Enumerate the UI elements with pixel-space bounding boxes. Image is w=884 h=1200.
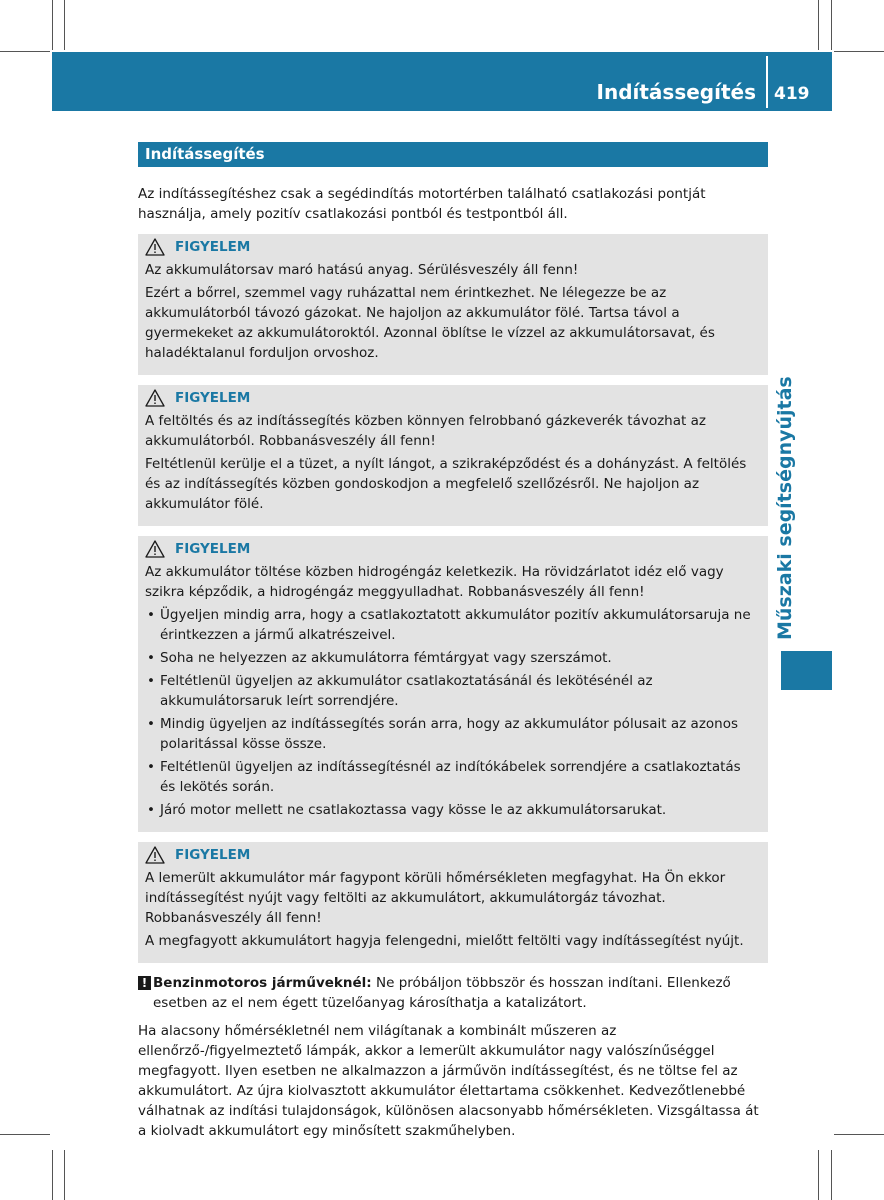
list-item: • Soha ne helyezzen az akkumulátorra fémtárgyat vagy szerszámot.	[145, 648, 760, 668]
warning-text: Feltétlenül kerülje el a tüzet, a nyílt lángot, a szikraképződést és a dohányzást. A feltölés és az indítássegítés közben gondoskodjon a megfelelő szellőzésről. Ne hajoljon az akkumulátor fölé.	[145, 456, 747, 512]
warning-header	[145, 237, 760, 257]
crop-mark	[0, 1134, 50, 1135]
crop-mark	[818, 0, 819, 50]
warning-title: FIGYELEM	[175, 847, 251, 863]
list-item: • Feltétlenül ügyeljen az akkumulátor csatlakoztatásánál és lekötésénél az akkumulátorsaruk leírt sorrendjére.	[145, 671, 760, 711]
environment-notice	[138, 973, 768, 1013]
chapter-tab-marker	[781, 651, 832, 690]
crop-mark	[818, 1150, 819, 1200]
warning-box	[138, 842, 768, 963]
running-header-title: Indítássegítés	[596, 80, 756, 104]
warning-title: FIGYELEM	[175, 541, 251, 557]
crop-mark	[0, 51, 50, 52]
warning-text: Az akkumulátorsav maró hatású anyag. Sérülésveszély áll fenn!	[145, 262, 579, 278]
warning-triangle-icon	[145, 389, 165, 407]
crop-mark	[831, 1150, 832, 1200]
warning-header	[145, 388, 760, 408]
warning-triangle-icon	[145, 238, 165, 256]
header-divider	[766, 56, 768, 108]
notice-body: Ne próbáljon többször és hosszan indítani. Ellenkező esetben az el nem égett tüzelőanyag károsíthatja a katalizátort.	[153, 975, 731, 1011]
notice-text	[153, 973, 768, 1013]
warning-title: FIGYELEM	[175, 390, 251, 406]
warning-text: A megfagyott akkumulátort hagyja felengedni, mielőtt feltölti vagy indítássegítést nyújt.	[145, 933, 744, 949]
warning-text: Ezért a bőrrel, szemmel vagy ruházattal nem érintkezhet. Ne lélegezze be az akkumulátorból távozó gázokat. Ne hajoljon az akkumulátor fölé. Tartsa távol a gyermekeket az akkumulátoroktól. Azonnal öblítse le vízzel az akkumulátorsavat, és haladéktalanul forduljon orvoshoz.	[145, 285, 715, 361]
chapter-tab-label: Műszaki segítségnyújtás	[774, 376, 796, 640]
page-number: 419	[774, 84, 810, 104]
crop-mark	[831, 0, 832, 50]
crop-mark	[52, 1150, 53, 1200]
list-item: • Járó motor mellett ne csatlakoztassa vagy kösse le az akkumulátorsarukat.	[145, 800, 760, 820]
warning-text: A feltöltés és az indítássegítés közben könnyen felrobbanó gázkeverék távozhat az akkumulátorból. Robbanásveszély áll fenn!	[145, 413, 706, 449]
crop-mark	[834, 51, 884, 52]
warning-text: A lemerült akkumulátor már fagypont körüli hőmérsékleten megfagyhat. Ha Ön ekkor indítássegítést nyújt vagy feltölti az akkumulátort, akkumulátorgáz távozhat. Robbanásveszély áll fenn!	[145, 870, 726, 926]
warning-box	[138, 234, 768, 375]
closing-paragraph: Ha alacsony hőmérsékletnél nem világítanak a kombinált műszeren az ellenőrző-/figyelmeztető lámpák, akkor a lemerült akkumulátor nagy valószínűséggel megfagyott. Ilyen esetben ne alkalmazzon a járművön indítássegítést, és ne töltse fel az akkumulátort. Az újra kiolvasztott akkumulátor élettartama csökkenhet. Kedvezőtlenebbé válhatnak az indítási tulajdonságok, különösen alacsonyabb hőmérsékleten. Vizsgáltassa át a kiolvadt akkumulátort egy minősített szakműhelyben.	[138, 1023, 759, 1139]
intro-paragraph: Az indítássegítéshez csak a segédindítás motortérben található csatlakozási pontját használja, amely pozitív csatlakozási pontból és testpontból áll.	[138, 186, 706, 222]
warning-triangle-icon	[145, 540, 165, 558]
list-item: • Ügyeljen mindig arra, hogy a csatlakoztatott akkumulátor pozitív akkumulátorsaruja ne érintkezzen a jármű alkatrészeivel.	[145, 605, 760, 645]
list-item: • Mindig ügyeljen az indítássegítés során arra, hogy az akkumulátor pólusait az azonos polaritással kösse össze.	[145, 714, 760, 754]
warning-bullet-list	[145, 605, 760, 820]
warning-header	[145, 845, 760, 865]
warning-triangle-icon	[145, 846, 165, 864]
warning-box	[138, 385, 768, 526]
warning-title: FIGYELEM	[175, 239, 251, 255]
warning-box	[138, 536, 768, 832]
warning-text: Az akkumulátor töltése közben hidrogéngáz keletkezik. Ha rövidzárlatot idéz elő vagy szikra képződik, a hidrogéngáz meggyulladhat. Robbanásveszély áll fenn!	[145, 564, 724, 600]
crop-mark	[64, 1150, 65, 1200]
exclamation-icon: !	[138, 976, 151, 990]
page-content	[138, 142, 768, 1141]
crop-mark	[64, 0, 65, 50]
section-heading: Indítássegítés	[138, 142, 768, 167]
notice-lead: Benzinmotoros járműveknél:	[153, 975, 372, 991]
crop-mark	[834, 1134, 884, 1135]
crop-mark	[52, 0, 53, 50]
list-item: • Feltétlenül ügyeljen az indítássegítésnél az indítókábelek sorrendjére a csatlakoztatás és lekötés során.	[145, 757, 760, 797]
warning-header	[145, 539, 760, 559]
